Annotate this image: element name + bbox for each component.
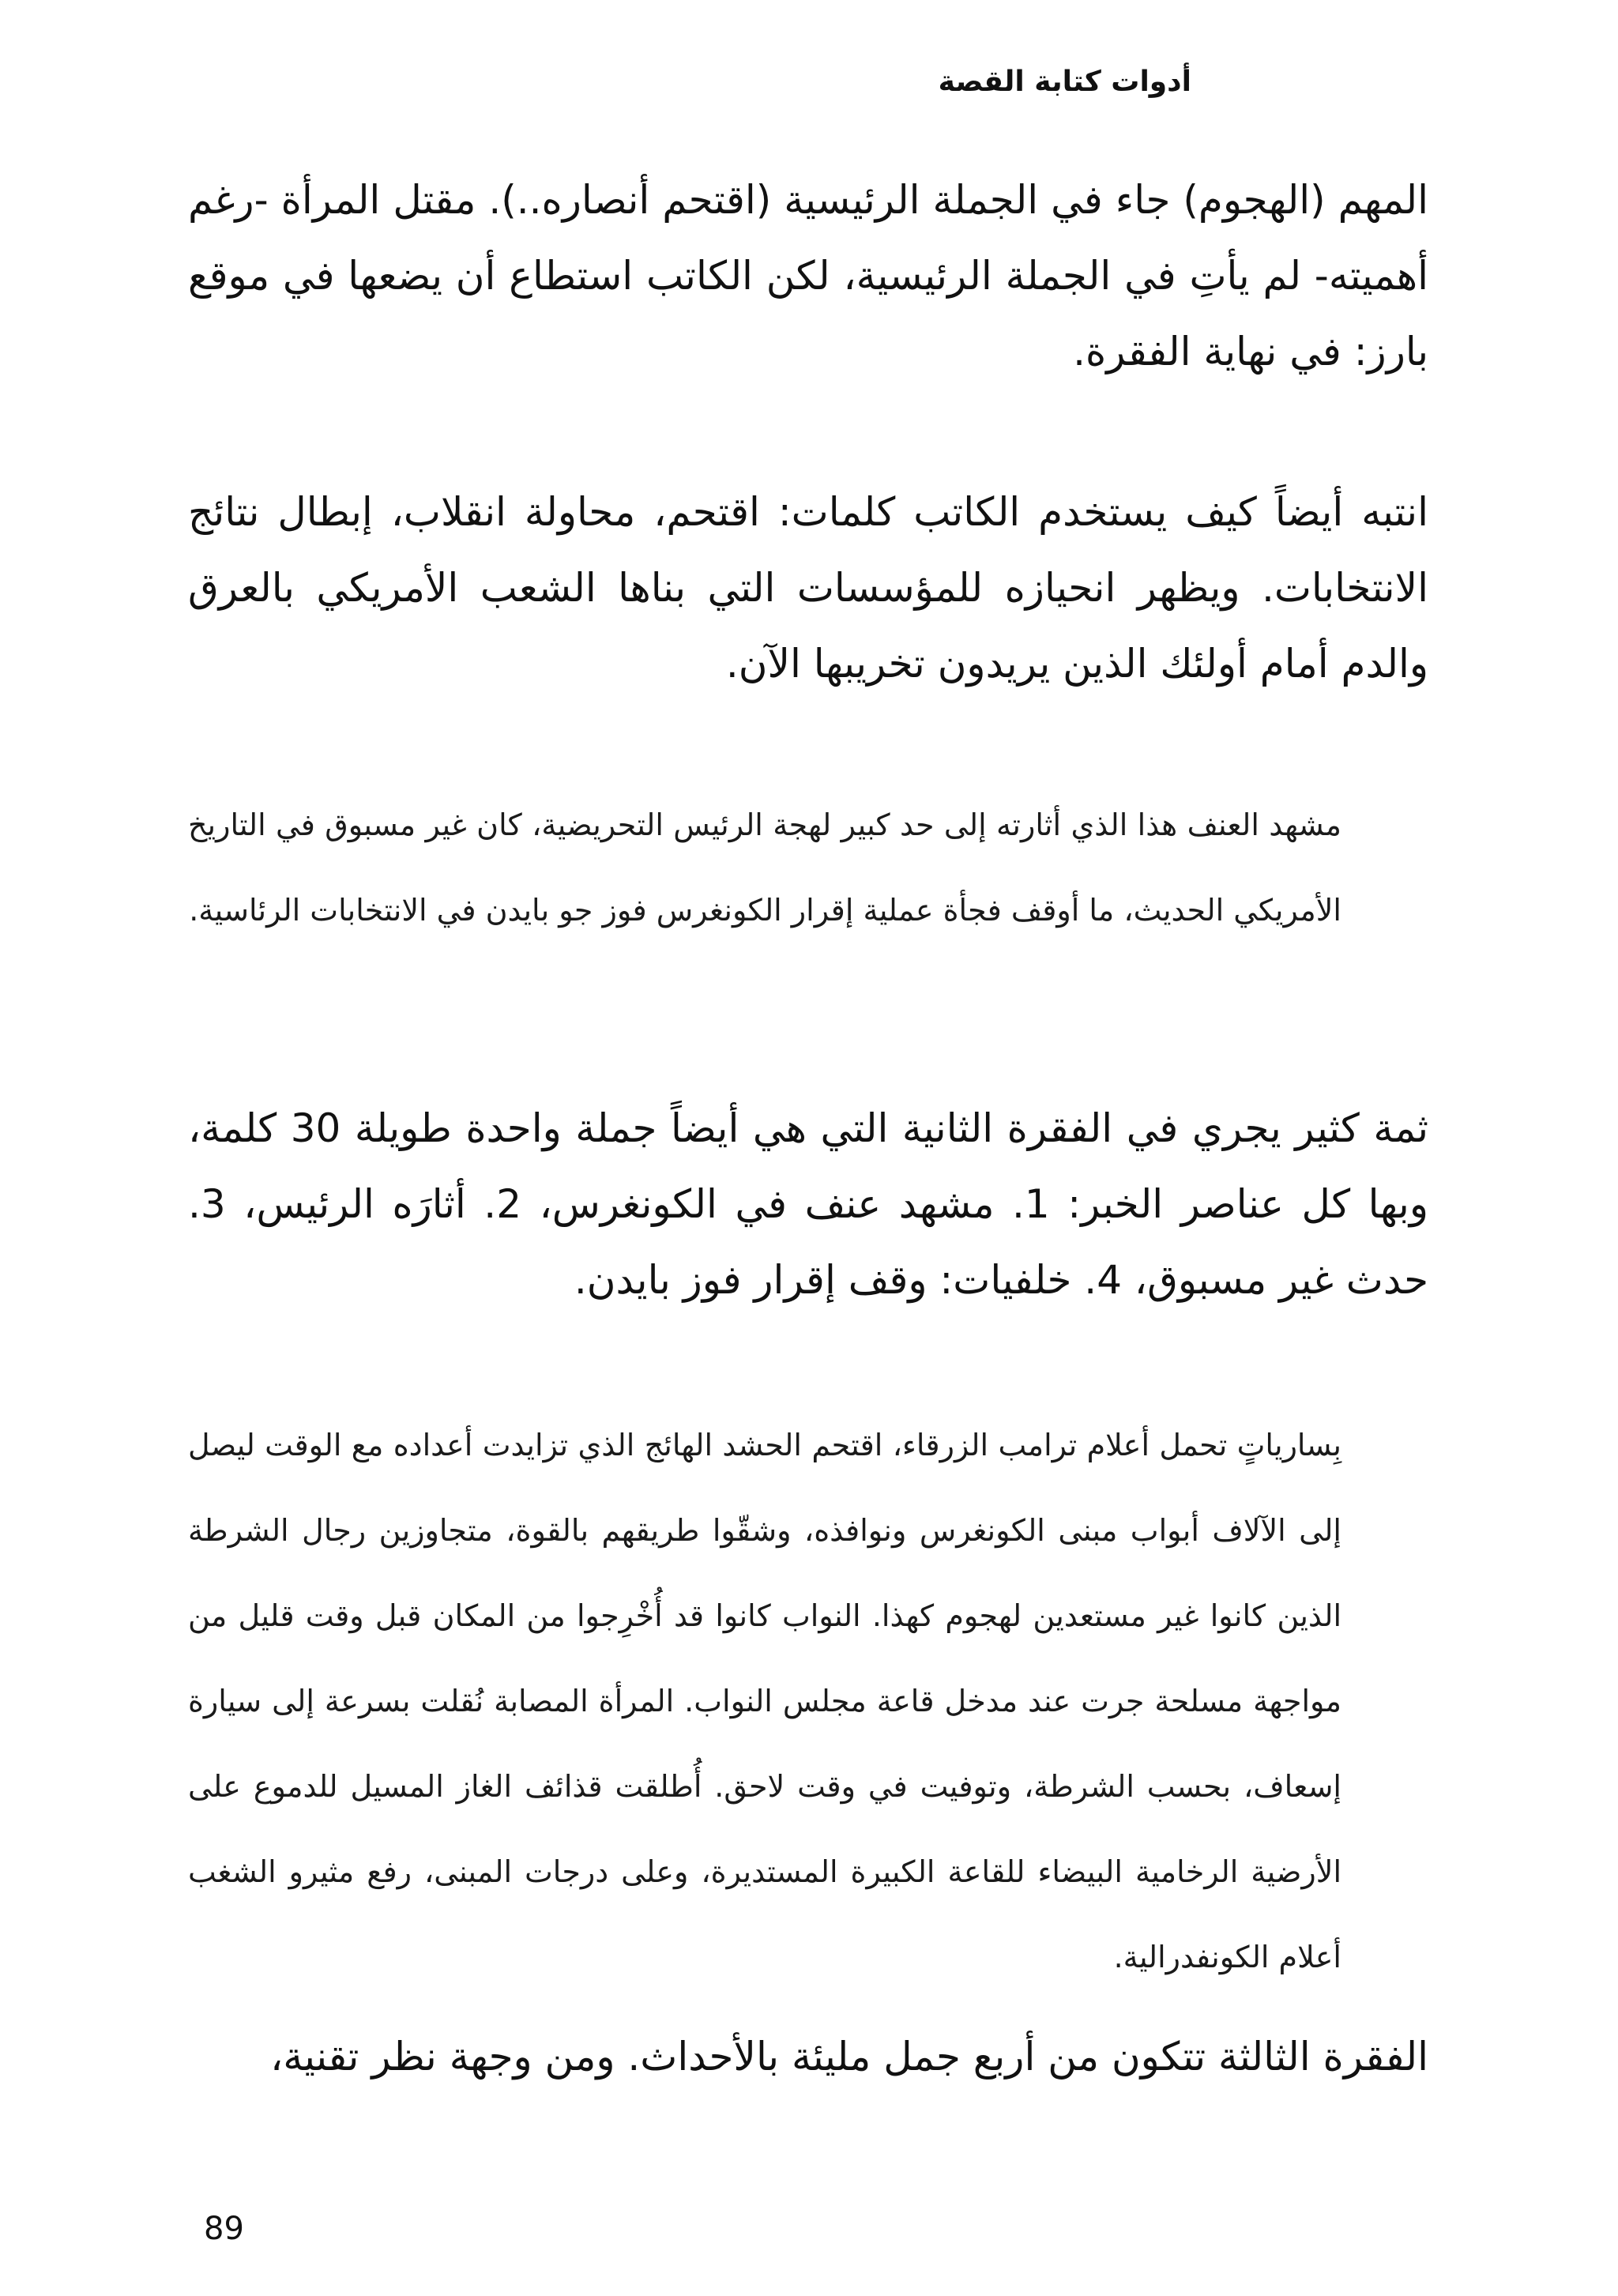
quoted-excerpt: بِسارياتٍ تحمل أعلام ترامب الزرقاء، اقتحم الحشد الهائج الذي تزايدت أعداده مع الوقت ليصل إلى الآلاف أبواب مبنى الكونغرس ونوافذه، وشقّوا طريقهم بالقوة، متجاوزين رجال الشرطة الذين كانوا غير مستعدين لهجوم كهذا. النواب كانوا قد أُخْرِجوا من المكان قبل وقت قليل من مواجهة مسلحة جرت عند مدخل قاعة مجلس النواب. المرأة المصابة نُقلت بسرعة إلى سيارة إسعاف، بحسب الشرطة، وتوفيت في وقت لاحق. أُطلقت قذائف الغاز المسيل للدموع على الأرضية الرخامية البيضاء للقاعة الكبيرة المستديرة، وعلى درجات المبنى، رفع مثيرو الشغب أعلام الكونفدرالية. xyxy=(188,1428,1341,1974)
body-paragraph: انتبه أيضاً كيف يستخدم الكاتب كلمات: اقتحم، محاولة انقلاب، إبطال نتائج الانتخابات. ويظهر انحيازه للمؤسسات التي بناها الشعب الأمريكي بالعرق والدم أمام أولئك الذين يريدون تخريبها الآن. xyxy=(188,489,1428,687)
body-paragraph: ثمة كثير يجري في الفقرة الثانية التي هي أيضاً جملة واحدة طويلة 30 كلمة، وبها كل عناصر الخبر: 1. مشهد عنف في الكونغرس، 2. أثارَه الرئيس، 3. حدث غير مسبوق، 4. خلفيات: وقف إقرار فوز بايدن. xyxy=(188,1105,1428,1303)
body-paragraph: الفقرة الثالثة تتكون من أربع جمل مليئة بالأحداث. ومن وجهة نظر تقنية، xyxy=(270,2034,1428,2080)
quoted-excerpt: مشهد العنف هذا الذي أثارته إلى حد كبير لهجة الرئيس التحريضية، كان غير مسبوق في التاريخ الأمريكي الحديث، ما أوقف فجأة عملية إقرار الكونغرس فوز جو بايدن في الانتخابات الرئاسية. xyxy=(188,807,1341,928)
body-paragraph: المهم (الهجوم) جاء في الجملة الرئيسية (اقتحم أنصاره..). مقتل المرأة -رغم أهميته- لم يأتِ في الجملة الرئيسية، لكن الكاتب استطاع أن يضعها في موقع بارز: في نهاية الفقرة. xyxy=(188,177,1428,375)
running-header-title: أدوات كتابة القصة xyxy=(938,66,1191,98)
page-number: 89 xyxy=(204,2211,244,2247)
